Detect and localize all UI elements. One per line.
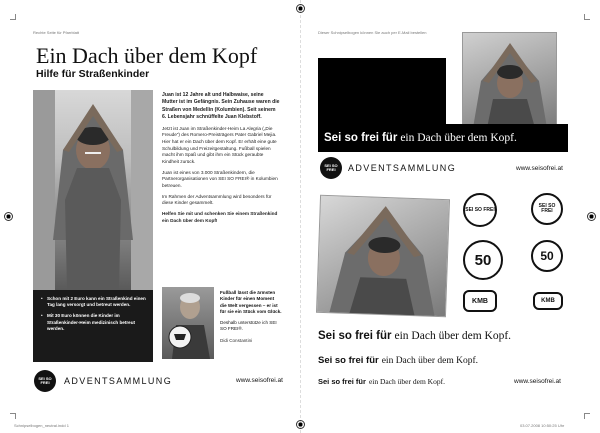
adventsammlung-wordmark: ADVENTSAMMLUNG — [64, 376, 173, 386]
kmb-logo — [463, 290, 497, 312]
registration-mark-right — [587, 212, 596, 221]
slogan-serif: ein Dach über dem Kopf. — [394, 330, 512, 342]
slogan-bold: Sei so frei für — [318, 330, 392, 342]
donation-bullet: • Mit 30 Euro können die Kinder im Straßenkinder-Heim medizinisch betreut werden. — [41, 313, 147, 332]
donation-info-box — [33, 290, 153, 362]
crop-mark — [10, 413, 16, 419]
slogan-line-large — [318, 330, 511, 342]
adventsammlung-wordmark: ADVENTSAMMLUNG — [348, 163, 457, 173]
crop-mark — [10, 14, 16, 20]
boy-photo-top-right — [462, 32, 557, 127]
badge-50-years — [463, 240, 503, 280]
article-paragraph: Jetzt ist Juan im Straßenkinder-Heim La Alegria („Die Freude“) des Romero-Preisträgers Pater Gabriel Mejia. Hier hat er ein Dach über dem Kopf. Er erhält eine gute Schulbildung und Freizeitgestaltung. Fußball spielen macht ihm Spaß und gibt ihm ein Stück geraubte Kindheit zurück. — [162, 125, 277, 164]
crop-mark — [584, 413, 590, 419]
badge-50-years — [531, 240, 563, 272]
slogan-serif: ein Dach über dem Kopf. — [381, 356, 479, 366]
boy-roof-gesture-illustration — [463, 33, 557, 127]
slogan-bold: Sei so frei für — [318, 377, 366, 386]
sei-so-frei-logo — [320, 157, 342, 179]
quote-block — [220, 290, 282, 344]
article-subtitle: Hilfe für Straßenkinder — [36, 68, 150, 80]
footer-date: 03.07.2008 10:50:25 Uhr — [520, 423, 565, 428]
sei-so-frei-badge — [531, 193, 563, 225]
slogan-bold: Sei so frei — [324, 132, 379, 144]
sei-so-frei-logo — [34, 370, 56, 392]
badge-label: SEI SO FREI — [465, 206, 495, 213]
quote-support: Deshalb unterstütze ich SEI SO FREI®. — [220, 319, 277, 332]
fold-line — [300, 0, 301, 433]
boy-roof-gesture-illustration — [317, 196, 450, 317]
logo-badge-label: SEI SO FREI — [324, 163, 338, 172]
website-url: www.seisofrei.at — [516, 165, 563, 172]
article-paragraph: Juan ist eines von 3.000 Straßenkindern, die Partnerorganisationen von SEI SO FREI® in Kolumbien betreuen. — [162, 169, 278, 188]
slogan-line-small — [318, 377, 445, 386]
crop-mark — [584, 14, 590, 20]
boy-roof-gesture-illustration — [33, 90, 153, 290]
article-body — [162, 92, 280, 228]
website-url: www.seisofrei.at — [236, 377, 283, 384]
slogan-bold: Sei so frei für — [318, 355, 379, 366]
article-paragraph: Im Rahmen der Adventsammlung wird besonders für diese Kinder gesammelt. — [162, 193, 272, 206]
article-title: Ein Dach über dem Kopf — [36, 43, 258, 68]
quote-text: Fußball lässt die ärmsten Kinder für einen Moment die Welt vergessen – er ist für sie ein Stück vom Glück. — [220, 290, 282, 315]
slogan-serif: ein Dach über dem Kopf. — [400, 132, 517, 144]
logo-badge-label: SEI SO FREI — [38, 376, 52, 385]
left-page-header: Rechte Seite für Pfarrblatt — [33, 30, 80, 35]
article-lead: Juan ist 12 Jahre alt und Halbwaise, seine Mutter ist im Gefängnis. Sein Zuhause waren die Straßen von Medellin (Kolumbien). Seit seinem 6. Lebensjahr schnüffelte Juan Klebstoff. — [162, 92, 280, 121]
boy-photo-left — [33, 90, 153, 290]
kmb-label: KMB — [472, 297, 488, 305]
registration-mark-top — [296, 4, 305, 13]
quote-person-photo — [162, 287, 214, 359]
badge-number: 50 — [474, 251, 492, 269]
badge-number: 50 — [540, 249, 554, 263]
boy-photo-middle — [316, 195, 450, 317]
donation-bullet: • Schon mit 2 Euro kann ein Straßenkind einen Tag lang versorgt und betreut werden. — [41, 296, 147, 308]
website-url: www.seisofrei.at — [514, 378, 561, 385]
badge-label: SEI SO FREI — [538, 203, 556, 214]
footer-filename: Schnipselbogen_neutral.indd 1 — [14, 423, 69, 428]
kmb-logo — [533, 292, 563, 310]
slogan-banner — [318, 124, 568, 152]
kmb-label: KMB — [541, 298, 555, 304]
slogan-line-medium — [318, 355, 478, 366]
quote-signature: Didi Constantini — [220, 337, 253, 343]
slogan-serif: ein Dach über dem Kopf. — [368, 377, 445, 386]
registration-mark-bottom — [296, 420, 305, 429]
right-page-header: Dieser Schnipselbogen können Sie auch per E-Mail bestellen — [318, 30, 427, 35]
black-panel — [318, 58, 446, 124]
person-with-ball-illustration — [162, 287, 214, 359]
sei-so-frei-badge — [463, 193, 497, 227]
slogan-fuer: für — [381, 132, 398, 144]
article-callout: Helfen Sie mit und schenken Sie einem Straßenkind ein Dach über dem Kopf! — [162, 210, 278, 223]
registration-mark-left — [4, 212, 13, 221]
